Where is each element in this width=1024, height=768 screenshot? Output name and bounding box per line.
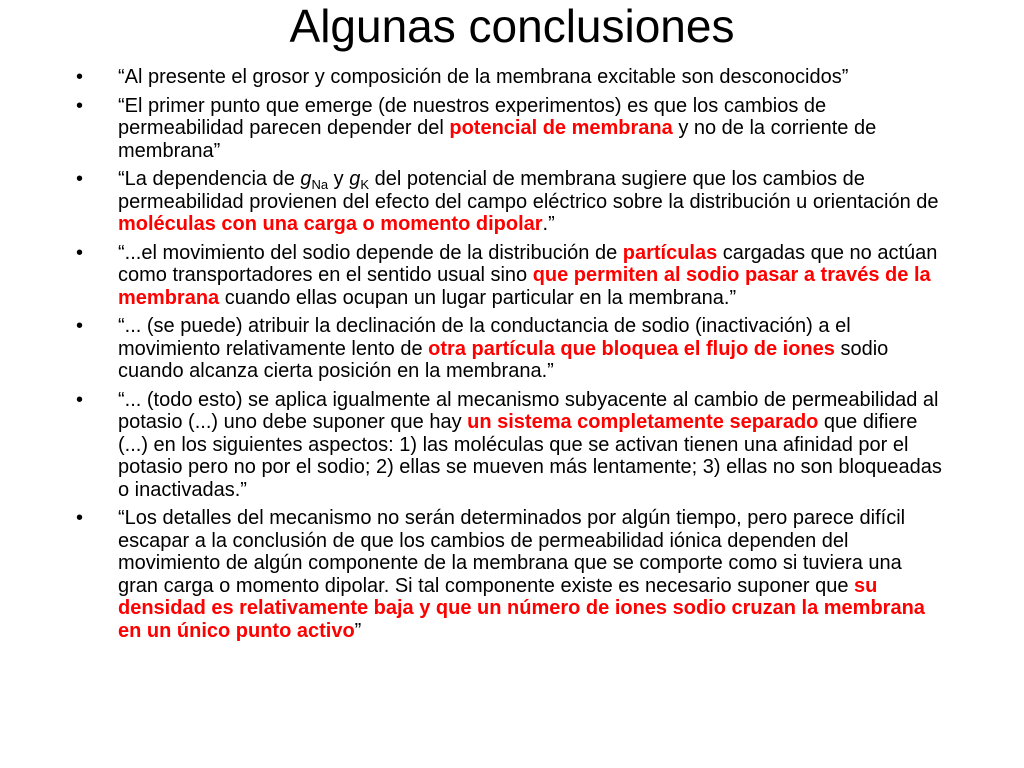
bullet-item — [76, 168, 946, 236]
bullet-text — [118, 95, 876, 162]
bullet-item — [76, 389, 946, 502]
highlighted-text: partículas — [622, 241, 718, 264]
text-segment: “... (todo esto) se aplica igualmente al mecanismo subyacente al cambio de permeabilidad al potasio (...) uno debe suponer que hay — [118, 388, 939, 433]
highlighted-text: que permiten al sodio pasar a través de la membrana — [118, 264, 931, 309]
highlighted-text: otra partícula que bloquea el flujo de iones — [428, 337, 835, 360]
text-segment: “... (se puede) atribuir la declinación de la conductancia de sodio (inactivación) a el movimiento relativamente lento de — [118, 315, 851, 360]
text-segment: que difiere (...) en los siguientes aspectos: 1) las moléculas que se activan tienen una afinidad por el potasio pero no por el sodio; 2) ellas se mueven más lentamente; 3) ellas no son bloqueadas o inactivadas.” — [118, 411, 942, 501]
bullet-marker: • — [76, 66, 84, 88]
text-segment: “Al presente el grosor y composición de la membrana excitable son desconocidos” — [118, 66, 849, 88]
bullet-marker: • — [76, 315, 84, 337]
bullet-list — [76, 66, 946, 648]
text-segment: ” — [354, 619, 362, 642]
text-segment: cargadas que no actúan como transportadores en el sentido usual sino — [118, 241, 938, 286]
bullet-text — [118, 507, 925, 642]
italic-text: g — [300, 168, 312, 190]
text-segment: cuando ellas ocupan un lugar particular en la membrana.” — [219, 286, 737, 309]
text-segment: “El primer punto que emerge (de nuestros experimentos) es que los cambios de permeabilidad parecen depender del — [118, 94, 827, 139]
highlighted-text: su densidad es relativamente baja y que un número de iones sodio cruzan la membrana en un único punto activo — [118, 574, 925, 642]
bullet-item — [76, 242, 946, 310]
bullet-marker: • — [76, 507, 84, 529]
bullet-text — [118, 66, 848, 88]
bullet-text — [118, 242, 937, 309]
bullet-item — [76, 315, 946, 383]
subscript-text: K — [360, 177, 370, 192]
bullet-text — [118, 389, 942, 501]
bullet-item — [76, 95, 946, 163]
bullet-text — [118, 315, 888, 382]
text-segment: “Los detalles del mecanismo no serán determinados por algún tiempo, pero parece difícil escapar a la conclusión de que los cambios de permeabilidad iónica dependen del movimiento de algún componente de la membrana que se comporte como si tuviera una gran carga o momento dipolar. Si tal componente existe es necesario suponer que — [118, 507, 906, 597]
highlighted-text: potencial de membrana — [449, 117, 673, 139]
subscript-text: Na — [311, 177, 329, 192]
bullet-marker: • — [76, 94, 84, 117]
text-segment: del potencial de membrana sugiere que los cambios de permeabilidad provienen del efecto del campo eléctrico sobre la distribución u orientación de — [118, 168, 939, 213]
text-segment: “...el movimiento del sodio depende de la distribución de — [118, 241, 623, 264]
bullet-marker: • — [76, 168, 84, 190]
italic-text: g — [349, 168, 361, 190]
bullet-text — [118, 168, 939, 235]
slide-title: Algunas conclusiones — [289, 0, 735, 52]
highlighted-text: un sistema completamente separado — [467, 411, 819, 433]
bullet-item — [76, 66, 946, 89]
highlighted-text: moléculas con una carga o momento dipolar — [118, 213, 543, 235]
text-segment: sodio cuando alcanza cierta posición en la membrana.” — [118, 337, 889, 382]
bullet-marker: • — [76, 388, 84, 411]
text-segment: y — [328, 168, 350, 190]
bullet-item — [76, 507, 946, 642]
text-segment: “La dependencia de — [118, 168, 301, 190]
text-segment: .” — [542, 213, 555, 235]
bullet-marker: • — [76, 241, 84, 264]
text-segment: y no de la corriente de membrana” — [118, 117, 877, 162]
